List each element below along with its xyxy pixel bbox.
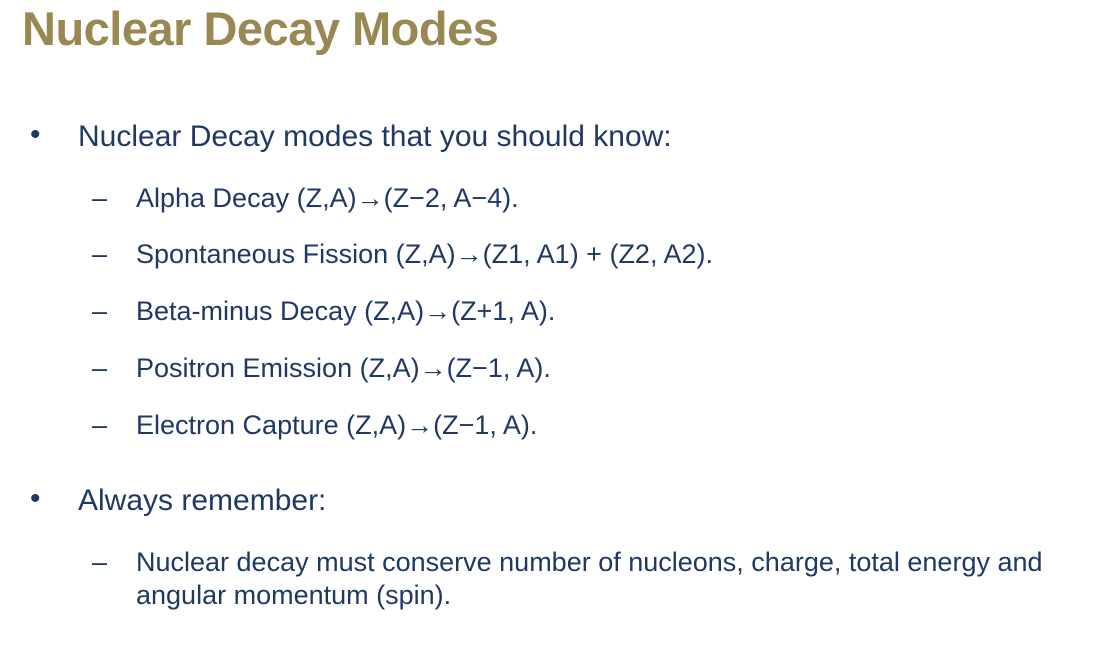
spacer bbox=[0, 328, 1118, 352]
spacer bbox=[0, 214, 1118, 238]
sub-bullet-text: Spontaneous Fission (Z,A)→(Z1, A1) + (Z2, A2). bbox=[136, 239, 713, 270]
slide-body bbox=[0, 118, 1118, 612]
dash-glyph-icon: – bbox=[92, 353, 108, 384]
sub-bullet-item bbox=[0, 182, 1118, 215]
sub-bullet-item bbox=[0, 238, 1118, 271]
sub-bullet-item bbox=[0, 295, 1118, 328]
dash-glyph-icon: – bbox=[92, 546, 108, 577]
sub-bullet-item bbox=[0, 546, 1118, 612]
spacer bbox=[0, 162, 1118, 182]
bullet-glyph-icon: • bbox=[30, 482, 41, 516]
dash-glyph-icon: – bbox=[92, 182, 108, 213]
bullet-text: Nuclear Decay modes that you should know: bbox=[78, 120, 672, 153]
sub-bullet-text: Alpha Decay (Z,A)→(Z−2, A−4). bbox=[136, 182, 519, 213]
spacer bbox=[0, 271, 1118, 295]
spacer bbox=[0, 385, 1118, 409]
dash-glyph-icon: – bbox=[92, 239, 108, 270]
bullet-item-level1 bbox=[0, 482, 1118, 520]
spacer bbox=[0, 442, 1118, 466]
sub-bullet-text: Beta-minus Decay (Z,A)→(Z+1, A). bbox=[136, 296, 556, 327]
spacer bbox=[0, 526, 1118, 546]
sub-bullet-item bbox=[0, 352, 1118, 385]
sub-bullet-item bbox=[0, 409, 1118, 442]
page-title: Nuclear Decay Modes bbox=[22, 2, 499, 55]
sub-bullet-text: Electron Capture (Z,A)→(Z−1, A). bbox=[136, 410, 538, 441]
bullet-text: Always remember: bbox=[78, 484, 327, 518]
sub-bullet-text: Nuclear decay must conserve number of nucleons, charge, total energy and angular momentum (spin). bbox=[136, 546, 1043, 610]
bullet-item-level1 bbox=[0, 118, 1118, 156]
dash-glyph-icon: – bbox=[92, 410, 108, 441]
bullet-glyph-icon: • bbox=[30, 118, 41, 151]
dash-glyph-icon: – bbox=[92, 296, 108, 327]
sub-bullet-text: Positron Emission (Z,A)→(Z−1, A). bbox=[136, 353, 551, 384]
